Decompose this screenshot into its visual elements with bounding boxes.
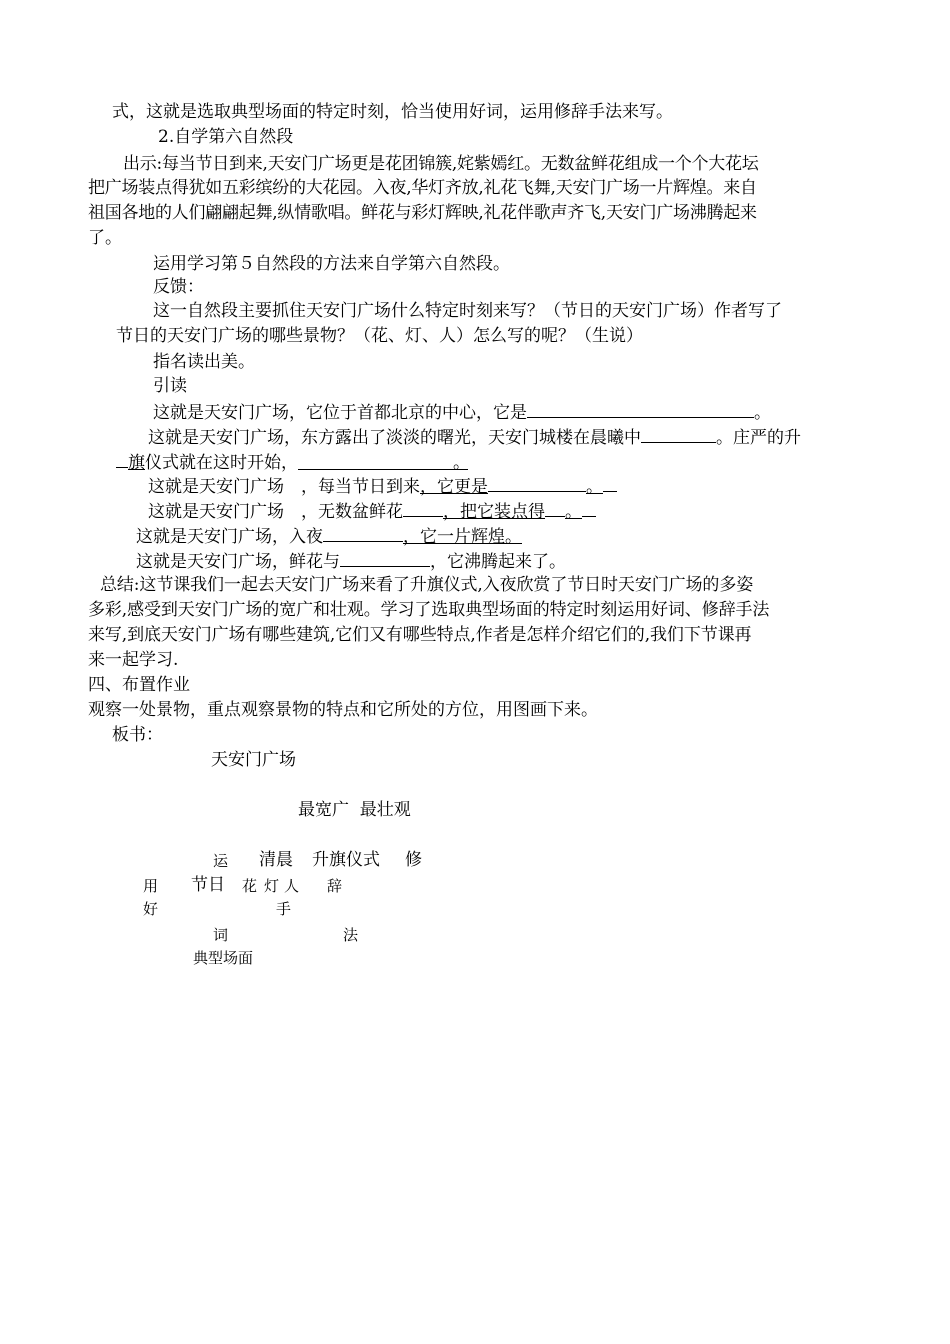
summary-line: 来一起学习.	[88, 650, 179, 670]
blank-underline	[603, 474, 617, 492]
blank-underline: 。	[298, 452, 468, 470]
text-line: 反馈：	[153, 277, 204, 297]
board-text: 手	[276, 900, 292, 918]
board-text: 典型场面	[193, 949, 254, 967]
blank-underline	[323, 524, 403, 542]
section-heading: 四、布置作业	[88, 675, 190, 695]
board-text: 词	[213, 926, 229, 944]
text-line: 式，这就是选取典型场面的特定时刻，恰当使用好词，运用修辞手法来写。	[112, 102, 673, 122]
board-text: 法	[343, 926, 359, 944]
text-line: 节日的天安门广场的哪些景物？（花、灯、人）怎么写的呢？（生说）	[116, 326, 643, 346]
text-line: 出示:每当节日到来,天安门广场更是花团锦簇,姹紫嫣红。无数盆鲜花组成一个个大花坛	[123, 154, 759, 174]
text-line: 观察一处景物，重点观察景物的特点和它所处的方位，用图画下来。	[88, 700, 598, 720]
section-heading: 2.自学第六自然段	[158, 127, 294, 147]
summary-line: 来写,到底天安门广场有哪些建筑,它们又有哪些特点,作者是怎样介绍它们的,我们下节课再	[88, 625, 752, 645]
summary-line: 总结:这节课我们一起去天安门广场来看了升旗仪式,入夜欣赏了节日时天安门广场的多姿	[100, 575, 754, 595]
blank-underline	[488, 474, 586, 492]
summary-line: 多彩,感受到天安门广场的宽广和壮观。学习了选取典型场面的特定时刻运用好词、修辞手法	[88, 600, 770, 620]
blank-underline	[641, 425, 716, 443]
board-text: 花	[242, 877, 258, 895]
board-subtitle: 最宽广 最壮观	[298, 800, 411, 820]
text-line: 指名读出美。	[153, 352, 255, 372]
board-text: 辞	[327, 877, 343, 895]
fill-blank-line: 这就是天安门广场，它位于首都北京的中心，它是 。	[153, 400, 771, 424]
blank-underline	[116, 450, 128, 468]
board-label: 板书：	[112, 725, 163, 745]
board-text: 用	[143, 877, 159, 895]
board-text: 修	[405, 850, 422, 870]
blank-underline	[403, 499, 443, 517]
blank-underline	[340, 549, 430, 567]
board-text: 好	[143, 900, 159, 918]
board-title: 天安门广场	[211, 750, 296, 770]
fill-blank-line: 这就是天安门广场，入夜 ，它一片辉煌。	[136, 524, 522, 548]
fill-blank-line: 这就是天安门广场 ，无数盆鲜花 ，把它装点得 。	[148, 499, 596, 523]
text-line: 运用学习第５自然段的方法来自学第六自然段。	[153, 254, 510, 274]
blank-underline	[545, 499, 565, 517]
fill-blank-line: 这就是天安门广场，鲜花与 ，它沸腾起来了。	[136, 549, 566, 573]
fill-blank-line: 旗仪式就在这时开始， 。	[116, 450, 468, 474]
fill-blank-line: 这就是天安门广场，东方露出了淡淡的曙光，天安门城楼在晨曦中 。庄严的升	[148, 425, 801, 449]
text-line: 引读	[153, 376, 187, 396]
fill-blank-line: 这就是天安门广场 ，每当节日到来，它更是 。	[148, 474, 617, 498]
board-text: 人	[284, 877, 300, 895]
blank-underline	[527, 400, 754, 418]
board-text: 运	[213, 852, 229, 870]
blank-underline	[582, 499, 596, 517]
board-text: 升旗仪式	[312, 850, 380, 870]
board-text: 灯	[264, 877, 280, 895]
board-text: 清晨	[259, 850, 293, 870]
text-line: 了。	[88, 228, 122, 248]
board-text: 节日	[191, 875, 225, 895]
text-line: 祖国各地的人们翩翩起舞,纵情歌唱。鲜花与彩灯辉映,礼花伴歌声齐飞,天安门广场沸腾起来	[88, 203, 757, 223]
text-line: 这一自然段主要抓住天安门广场什么特定时刻来写？（节日的天安门广场）作者写了	[153, 301, 782, 321]
text-line: 把广场装点得犹如五彩缤纷的大花园。入夜,华灯齐放,礼花飞舞,天安门广场一片辉煌。来自	[88, 178, 757, 198]
